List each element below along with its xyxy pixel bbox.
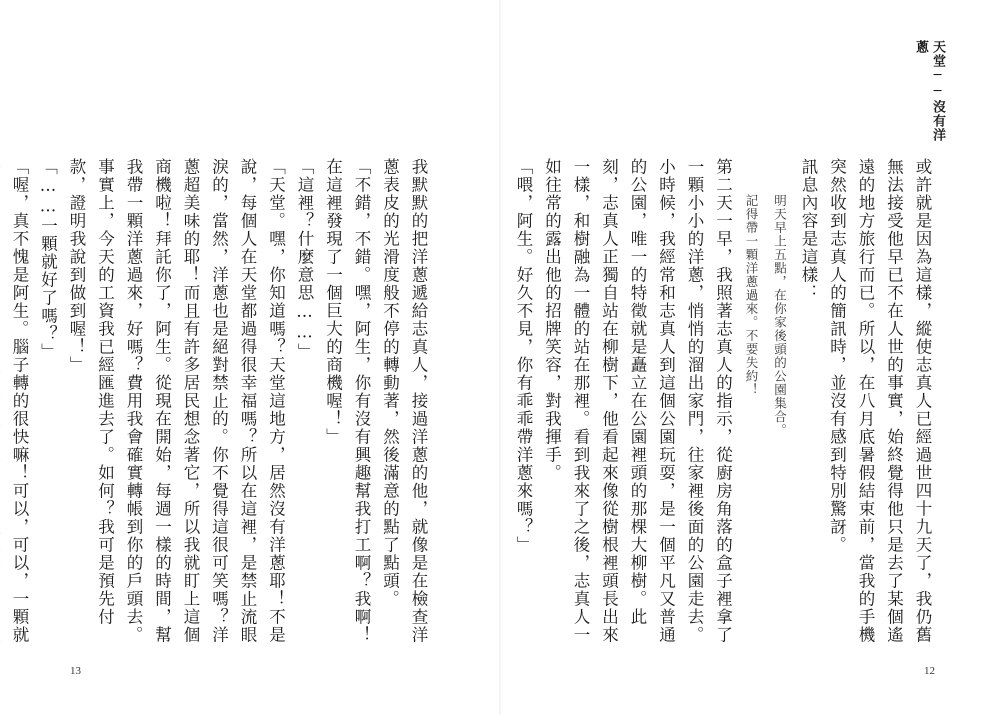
paragraph: 或許就是因為這樣，縱使志真人已經過世四十九天了，我仍舊無法接受他早已不在人世的事實，始終覺得他只是去了某個遙遠的地方旅行而已。所以，在八月底暑假結束前，當我的手機突然收到志真人的簡訊時，並沒有感到特別驚訝。 [827,158,932,644]
running-head: 天堂──沒有洋蔥 [913,40,945,142]
text-message-line: 明天早上五點，在你家後頭的公園集合。 [772,194,788,437]
paragraph: 訊息內容是這樣： [799,158,818,302]
paragraph: 「喂，阿生。好久不見，你有乖乖帶洋蔥來嗎？」 [514,158,533,554]
right-page [500,0,1000,715]
paragraph: 「這裡？什麼意思……」 [295,158,314,361]
paragraph: 「不錯，不錯。嘿，阿生，你有沒有興趣幫我打工啊？我啊！在這裡發現了一個巨大的商機喔！」 [323,158,371,644]
paragraph: 「……一顆就好了嗎？」 [38,158,58,361]
paragraph: 「天堂。嘿，你知道嗎？天堂這地方，居然沒有洋蔥耶！不是說，每個人在天堂都過得很幸福嗎？所以在這裡，是禁止流眼淚的，當然，洋蔥也是絕對禁止的。你不覺得這很可笑嗎？洋蔥超美味的耶！而且有許多居民想念著它，所以我就盯上這個商機啦！拜託你了，阿生。從現在開始，每週一樣的時間，幫我帶一顆洋蔥過來，好嗎？費用我會確實轉帳到你的戶頭去。事實上，今天的工資我已經匯進去了。如何？我可是預先付款，證明我說到做到喔！」 [67,158,286,644]
right-page-body [514,158,936,658]
paragraph: 「喔，真不愧是阿生。腦子轉的很快嘛！可以，可以，一顆就 [10,158,29,644]
page-number-right: 12 [924,665,935,677]
text-message-line: 記得帶一顆洋蔥過來。不要失約！ [744,194,759,397]
page-number-left: 13 [70,665,81,677]
paragraph: 我默默的把洋蔥遞給志真人，接過洋蔥的他，就像是在檢查洋蔥表皮的光滑度般不停的轉動著，然後滿意的點了點頭。 [380,158,428,644]
paragraph: 第二天一早，我照著志真人的指示，從廚房角落的盒子裡拿了一顆小小的洋蔥，悄悄的溜出家門，往家裡後面的公園走去。小時候，我經常和志真人到這個公園玩耍，是一個平凡又普通的公園，唯一的特徵就是矗立在公園裡頭的那棵大柳樹。此刻，志真人正獨自站在柳樹下，他看起來像從樹根裡頭長出來一樣，和樹融為一體的站在那裡。看到我來了之後，志真人一如往常的露出他的招牌笑容，對我揮手。 [542,158,733,644]
left-page-body [10,158,432,658]
